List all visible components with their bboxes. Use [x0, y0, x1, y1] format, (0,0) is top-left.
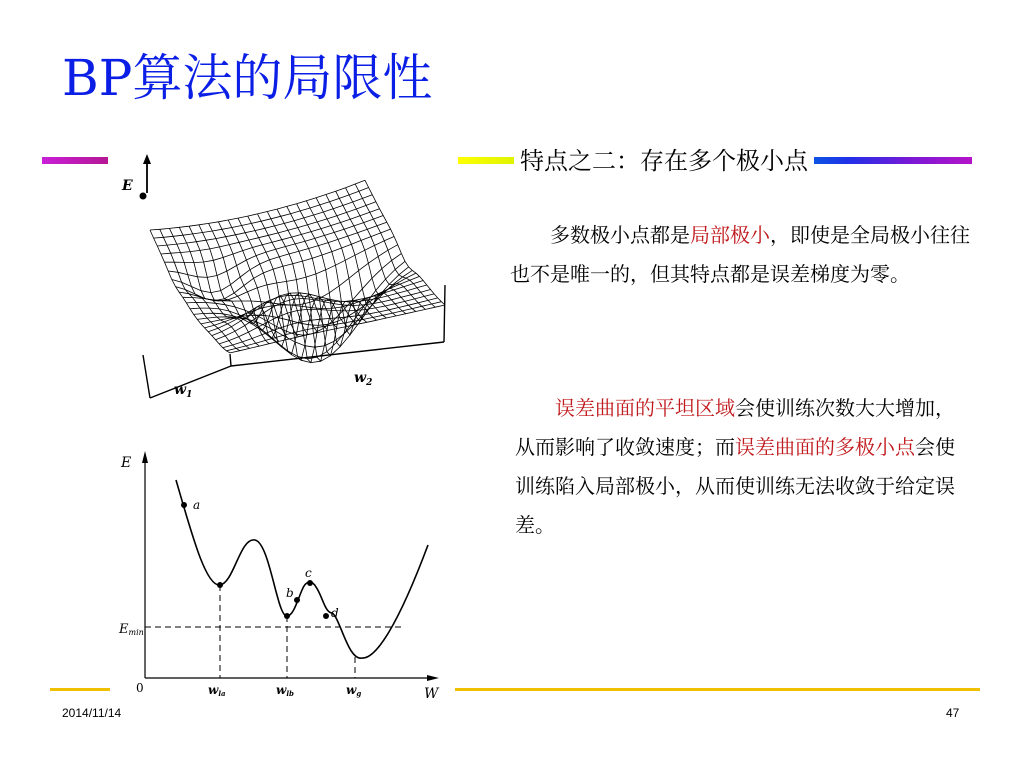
- error-curve-figure: [110, 445, 455, 703]
- para1-text-start: 多数极小点都是: [510, 223, 690, 247]
- slide-title: BP算法的局限性: [62, 49, 433, 107]
- surface-mesh: [150, 180, 445, 362]
- curve-tick-wg: wg: [346, 683, 362, 698]
- curve-label-a: a: [193, 498, 201, 512]
- curve-label-emin: Emin: [119, 622, 144, 637]
- para2-indent: [515, 396, 555, 420]
- curve-tick-wlb: wlb: [276, 683, 294, 698]
- error-surface-figure: [110, 150, 460, 412]
- para2-highlight-multi-minima: 误差曲面的多极小点: [735, 435, 915, 459]
- para1-highlight: 局部极小: [690, 223, 770, 247]
- footer-rule-left: [50, 688, 110, 691]
- point-b-dot: [284, 613, 290, 619]
- curve-axis-w-arrow: [427, 675, 439, 681]
- curve-label-b: b: [286, 586, 294, 600]
- paragraph-local-minima: [510, 216, 970, 294]
- curve-label-c: c: [305, 566, 312, 580]
- paragraph-error-surface: [515, 389, 955, 545]
- surface-label-w2: $w_2$: [354, 370, 373, 388]
- point-b2-dot: [294, 597, 300, 603]
- footer-date: 2014/11/14: [62, 706, 122, 720]
- curve-label-d: d: [331, 606, 339, 620]
- surface-grid-line: [355, 184, 435, 307]
- surface-label-w1: $w_1$: [174, 382, 193, 400]
- footer-rule-right: [455, 688, 980, 691]
- para2-highlight-flat: 误差曲面的平坦区域: [555, 396, 735, 420]
- surface-label-e: E: [122, 178, 133, 194]
- curve-label-origin: 0: [136, 681, 144, 695]
- title-rule-left: [42, 157, 108, 164]
- curve-label-e: E: [121, 455, 132, 471]
- para2-text-end: 会使训练陷入局部极小，从而使训练无法收敛于给定误差。: [515, 435, 955, 537]
- curve-points: [181, 502, 329, 619]
- para2-text-middle: 会使训练次数大大增加，从而影响了收敛速度；而: [515, 396, 955, 459]
- para1-text-end: ，即使是全局极小往往也不是唯一的，但其特点都是误差梯度为零。: [510, 223, 970, 286]
- curve-axes: [145, 455, 435, 678]
- curve-tick-wla: wla: [208, 683, 226, 698]
- section-subtitle: 特点之二：存在多个极小点: [514, 141, 814, 181]
- curve-label-w: W: [424, 686, 439, 702]
- page-number: 47: [946, 706, 960, 720]
- point-a-dot: [181, 502, 187, 508]
- point-c-dot: [307, 580, 313, 586]
- surface-grid-line: [150, 180, 365, 230]
- surface-start-point: [140, 193, 147, 200]
- error-curve: [176, 480, 428, 658]
- curve-dashed-lines: [145, 585, 404, 678]
- surface-axis-e: [143, 154, 151, 193]
- surface-grid-line: [336, 191, 416, 311]
- point-la-dot: [217, 582, 223, 588]
- point-d-dot: [323, 613, 329, 619]
- curve-axis-e-arrow: [142, 451, 148, 463]
